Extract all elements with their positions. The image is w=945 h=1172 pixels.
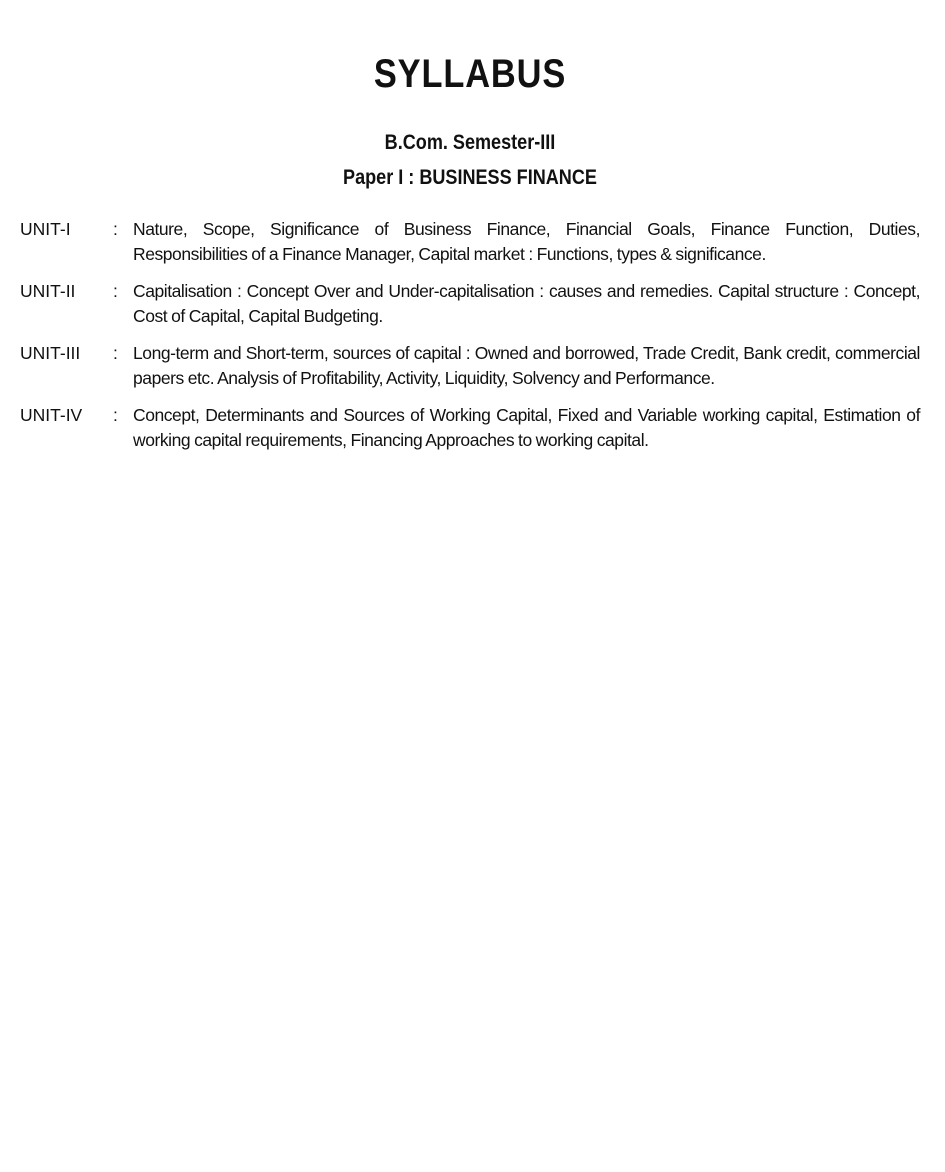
unit-list — [20, 217, 920, 465]
unit-label: UNIT-III — [20, 343, 81, 363]
unit-description: Nature, Scope, Significance of Business Finance, Financial Goals, Finance Function, Duties, Responsibilities of a Finance Manager, Capital market : Functions, types & significance. — [133, 219, 920, 264]
unit-label: UNIT-II — [20, 281, 76, 301]
unit-description: Long-term and Short-term, sources of capital : Owned and borrowed, Trade Credit, Bank credit, commercial papers etc. Analysis of Profitability, Activity, Liquidity, Solvency and Performance. — [133, 343, 920, 388]
unit-row-2 — [20, 279, 920, 329]
unit-row-3 — [20, 341, 920, 391]
unit-description: Concept, Determinants and Sources of Working Capital, Fixed and Variable working capital, Estimation of working capital requirements, Financing Approaches to working capital. — [133, 405, 920, 450]
unit-label: UNIT-IV — [20, 405, 83, 425]
unit-separator: : — [113, 281, 118, 301]
paper-heading: Paper I : BUSINESS FINANCE — [343, 166, 597, 189]
page-title: SYLLABUS — [373, 52, 567, 96]
unit-separator: : — [113, 405, 118, 425]
unit-separator: : — [113, 343, 118, 363]
unit-label: UNIT-I — [20, 219, 71, 239]
unit-row-1 — [20, 217, 920, 267]
unit-description: Capitalisation : Concept Over and Under-capitalisation : causes and remedies. Capital structure : Concept, Cost of Capital, Capital Budgeting. — [133, 281, 920, 326]
unit-row-4 — [20, 403, 920, 453]
course-heading: B.Com. Semester-III — [384, 131, 556, 154]
unit-separator: : — [113, 219, 118, 239]
